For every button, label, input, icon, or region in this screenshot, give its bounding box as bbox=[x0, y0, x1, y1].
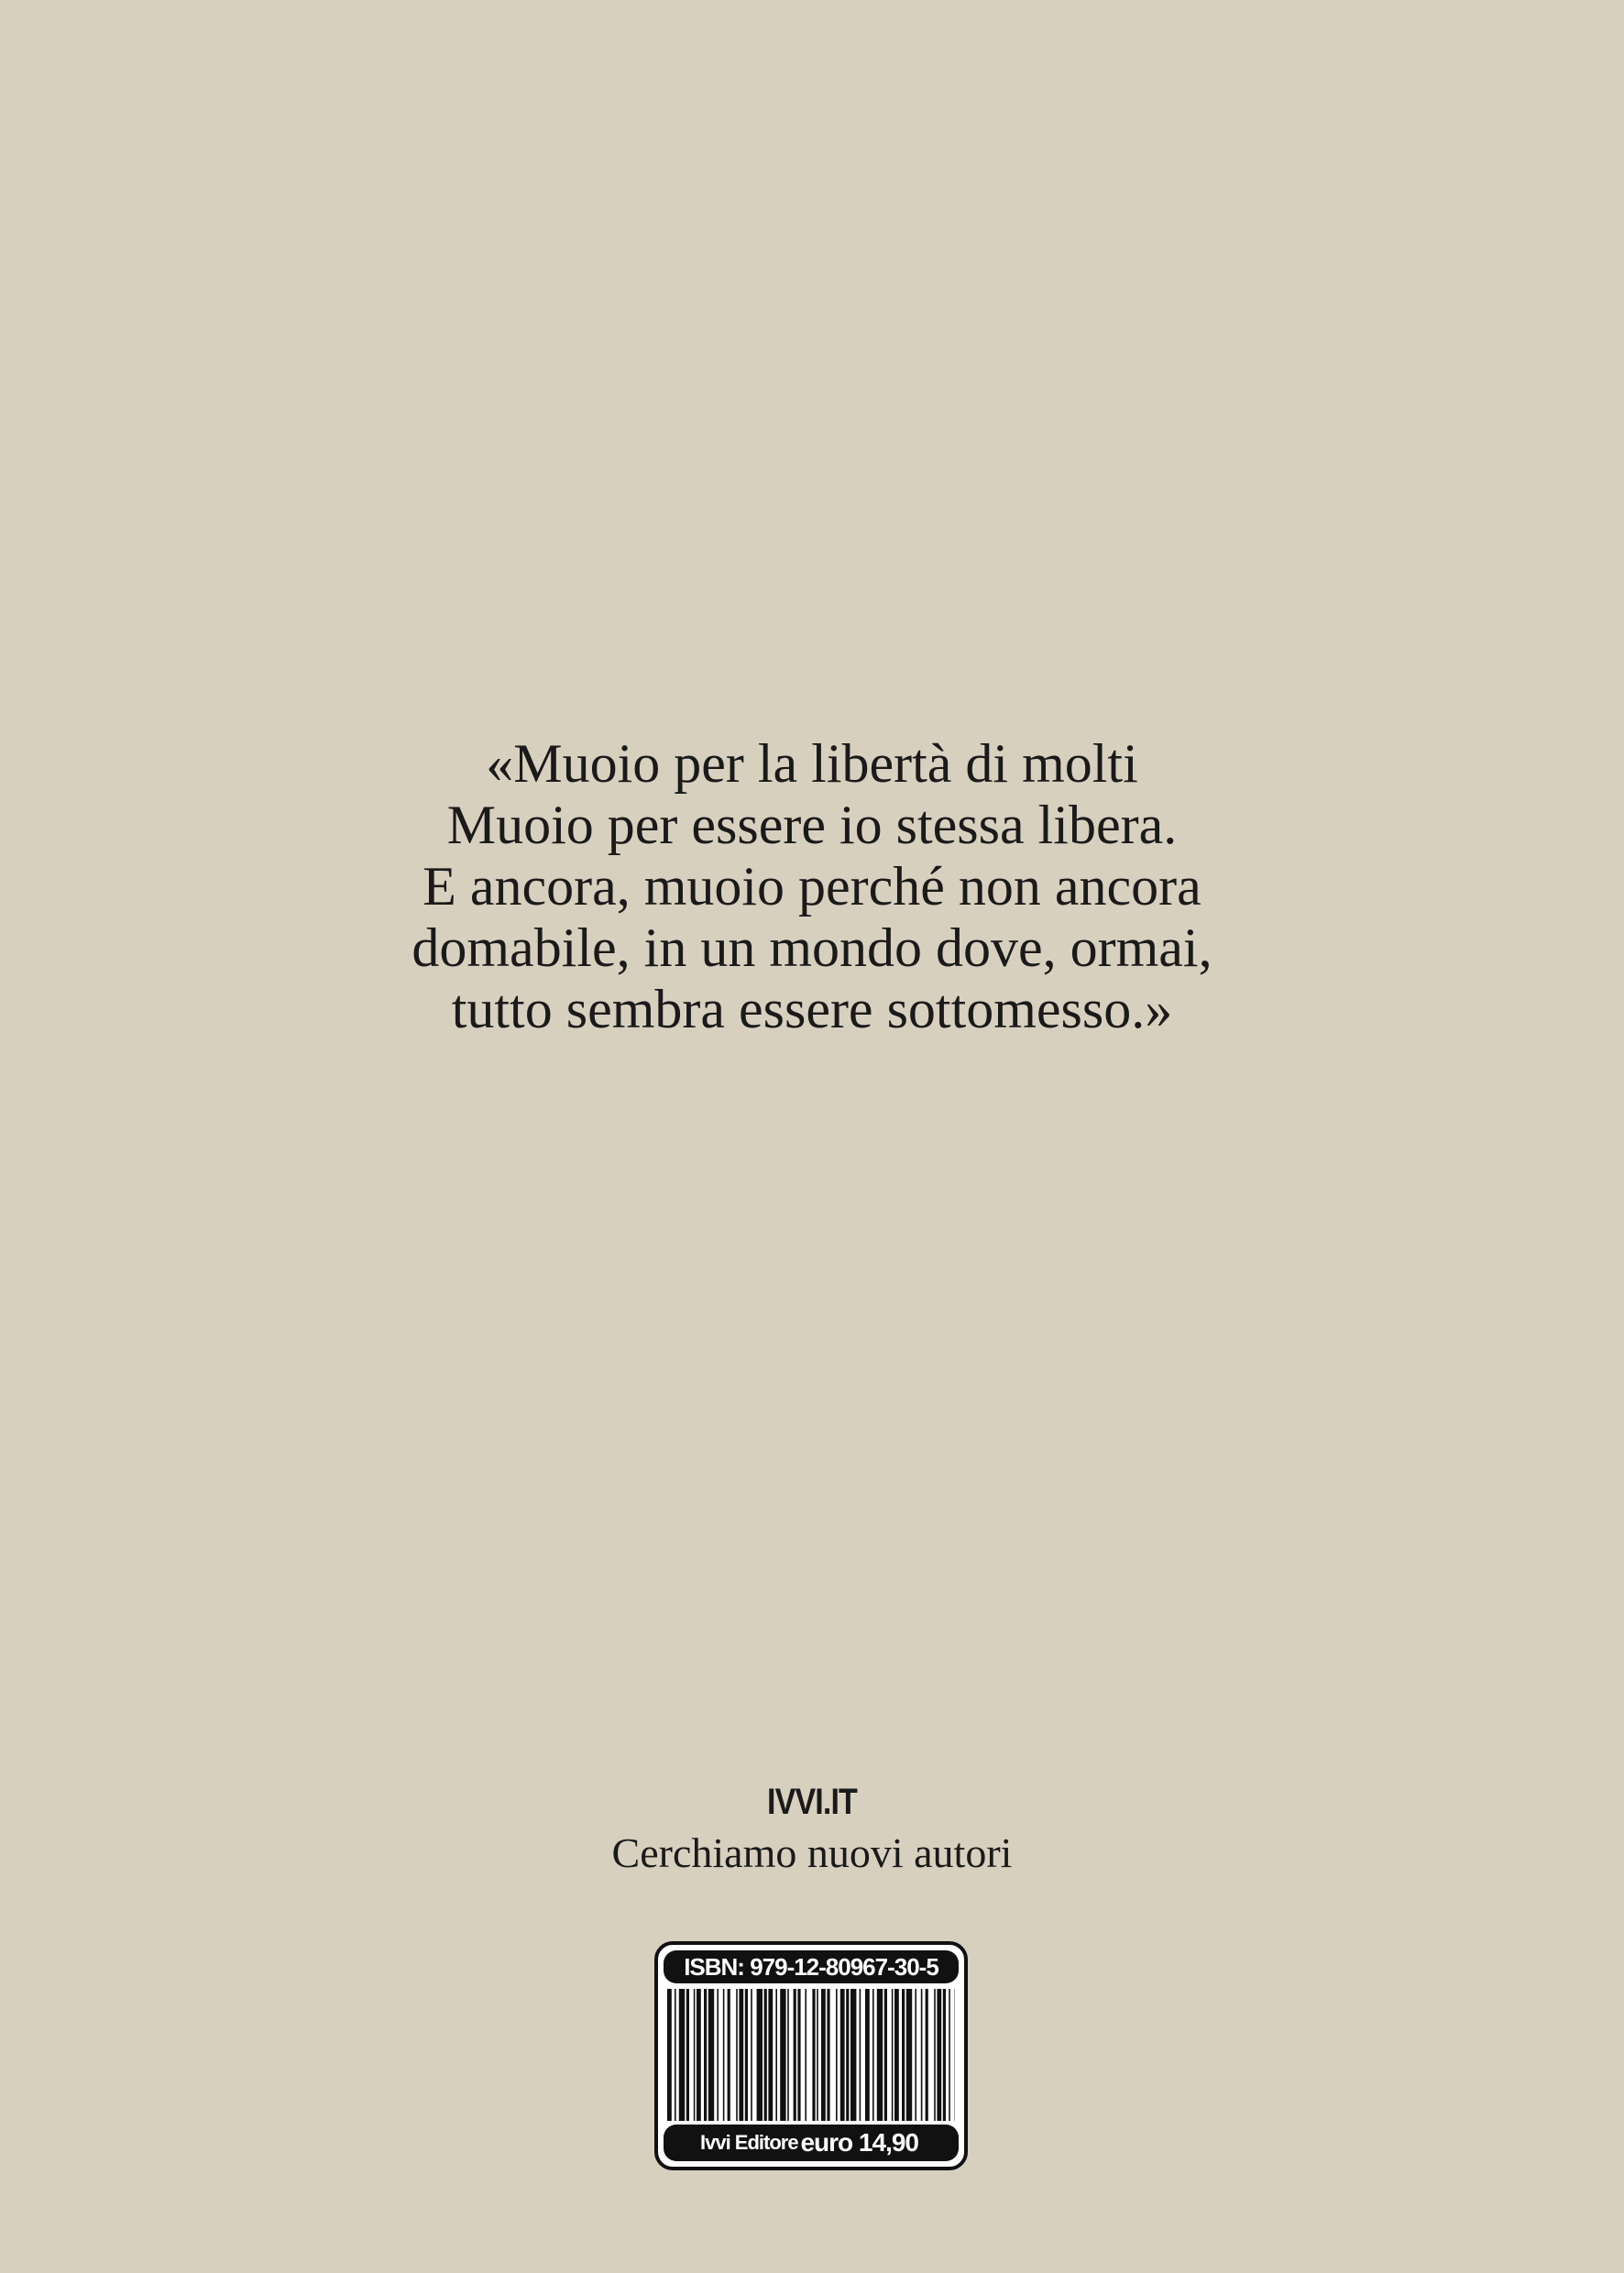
barcode-stripe bbox=[937, 1989, 941, 2121]
barcode-stripe bbox=[872, 1989, 874, 2121]
barcode-stripe bbox=[728, 1989, 730, 2121]
barcode-stripe bbox=[723, 1989, 725, 2121]
barcode-stripe bbox=[797, 1989, 800, 2121]
barcode-bars bbox=[667, 1989, 955, 2121]
barcode-stripe bbox=[827, 1989, 829, 2121]
barcode-stripe bbox=[667, 1989, 672, 2121]
barcode-stripe bbox=[694, 1989, 696, 2121]
publisher-site: IVVI.IT bbox=[767, 1782, 857, 1822]
barcode-stripe bbox=[892, 1989, 894, 2121]
quote-line-3: E ancora, muoio perché non ancora bbox=[422, 856, 1202, 917]
barcode-stripe bbox=[805, 1989, 807, 2121]
barcode-stripe bbox=[836, 1989, 838, 2121]
barcode-label bbox=[654, 1941, 968, 2170]
barcode-stripe bbox=[794, 1989, 796, 2121]
book-price: euro 14,90 bbox=[800, 2128, 918, 2157]
price-bar bbox=[664, 2125, 959, 2161]
barcode-stripe bbox=[679, 1989, 685, 2121]
quote-line-4: domabile, in un mondo dove, ormai, bbox=[411, 917, 1213, 978]
barcode-stripe bbox=[926, 1989, 928, 2121]
barcode-stripe bbox=[697, 1989, 701, 2121]
barcode-stripe bbox=[902, 1989, 905, 2121]
barcode-stripe bbox=[840, 1989, 845, 2121]
barcode-stripe bbox=[704, 1989, 707, 2121]
barcode-stripe bbox=[686, 1989, 689, 2121]
barcode-stripe bbox=[812, 1989, 815, 2121]
barcode-stripe bbox=[865, 1989, 870, 2121]
barcode-stripe bbox=[850, 1989, 856, 2121]
barcode-stripe bbox=[884, 1989, 887, 2121]
barcode-stripe bbox=[943, 1989, 946, 2121]
barcode-stripe bbox=[787, 1989, 789, 2121]
publisher-tagline: Cerchiamo nuovi autori bbox=[611, 1829, 1013, 1876]
barcode-stripe bbox=[717, 1989, 719, 2121]
barcode-stripe bbox=[894, 1989, 899, 2121]
isbn-label: ISBN: 979-12-80967-30-5 bbox=[664, 1950, 959, 1983]
quote-line-2: Muoio per essere io stessa libera. bbox=[446, 795, 1178, 855]
barcode-stripe bbox=[860, 1989, 861, 2121]
barcode-publisher: Ivvi Editore bbox=[700, 2131, 798, 2154]
barcode-stripe bbox=[846, 1989, 849, 2121]
barcode-stripe bbox=[751, 1989, 752, 2121]
barcode-stripe bbox=[775, 1989, 777, 2121]
barcode-stripe bbox=[736, 1989, 738, 2121]
barcode-stripe bbox=[906, 1989, 912, 2121]
barcode-stripe bbox=[739, 1989, 743, 2121]
barcode-stripe bbox=[768, 1989, 773, 2121]
barcode-stripe bbox=[780, 1989, 785, 2121]
barcode-stripe bbox=[757, 1989, 763, 2121]
barcode-stripe bbox=[675, 1989, 676, 2121]
quote-line-1: «Muoio per la libertà di molti bbox=[486, 733, 1138, 794]
barcode-stripe bbox=[877, 1989, 883, 2121]
barcode-stripe bbox=[934, 1989, 936, 2121]
barcode-stripe bbox=[949, 1989, 950, 2121]
quote-line-5: tutto sembra essere sottomesso.» bbox=[451, 979, 1173, 1039]
barcode-stripe bbox=[745, 1989, 748, 2121]
back-cover-quote bbox=[0, 733, 1624, 1040]
barcode-stripe bbox=[915, 1989, 916, 2121]
barcode-stripe bbox=[817, 1989, 818, 2121]
barcode-stripe bbox=[921, 1989, 923, 2121]
barcode-stripe bbox=[821, 1989, 826, 2121]
barcode-stripe bbox=[764, 1989, 767, 2121]
barcode-stripe bbox=[708, 1989, 714, 2121]
